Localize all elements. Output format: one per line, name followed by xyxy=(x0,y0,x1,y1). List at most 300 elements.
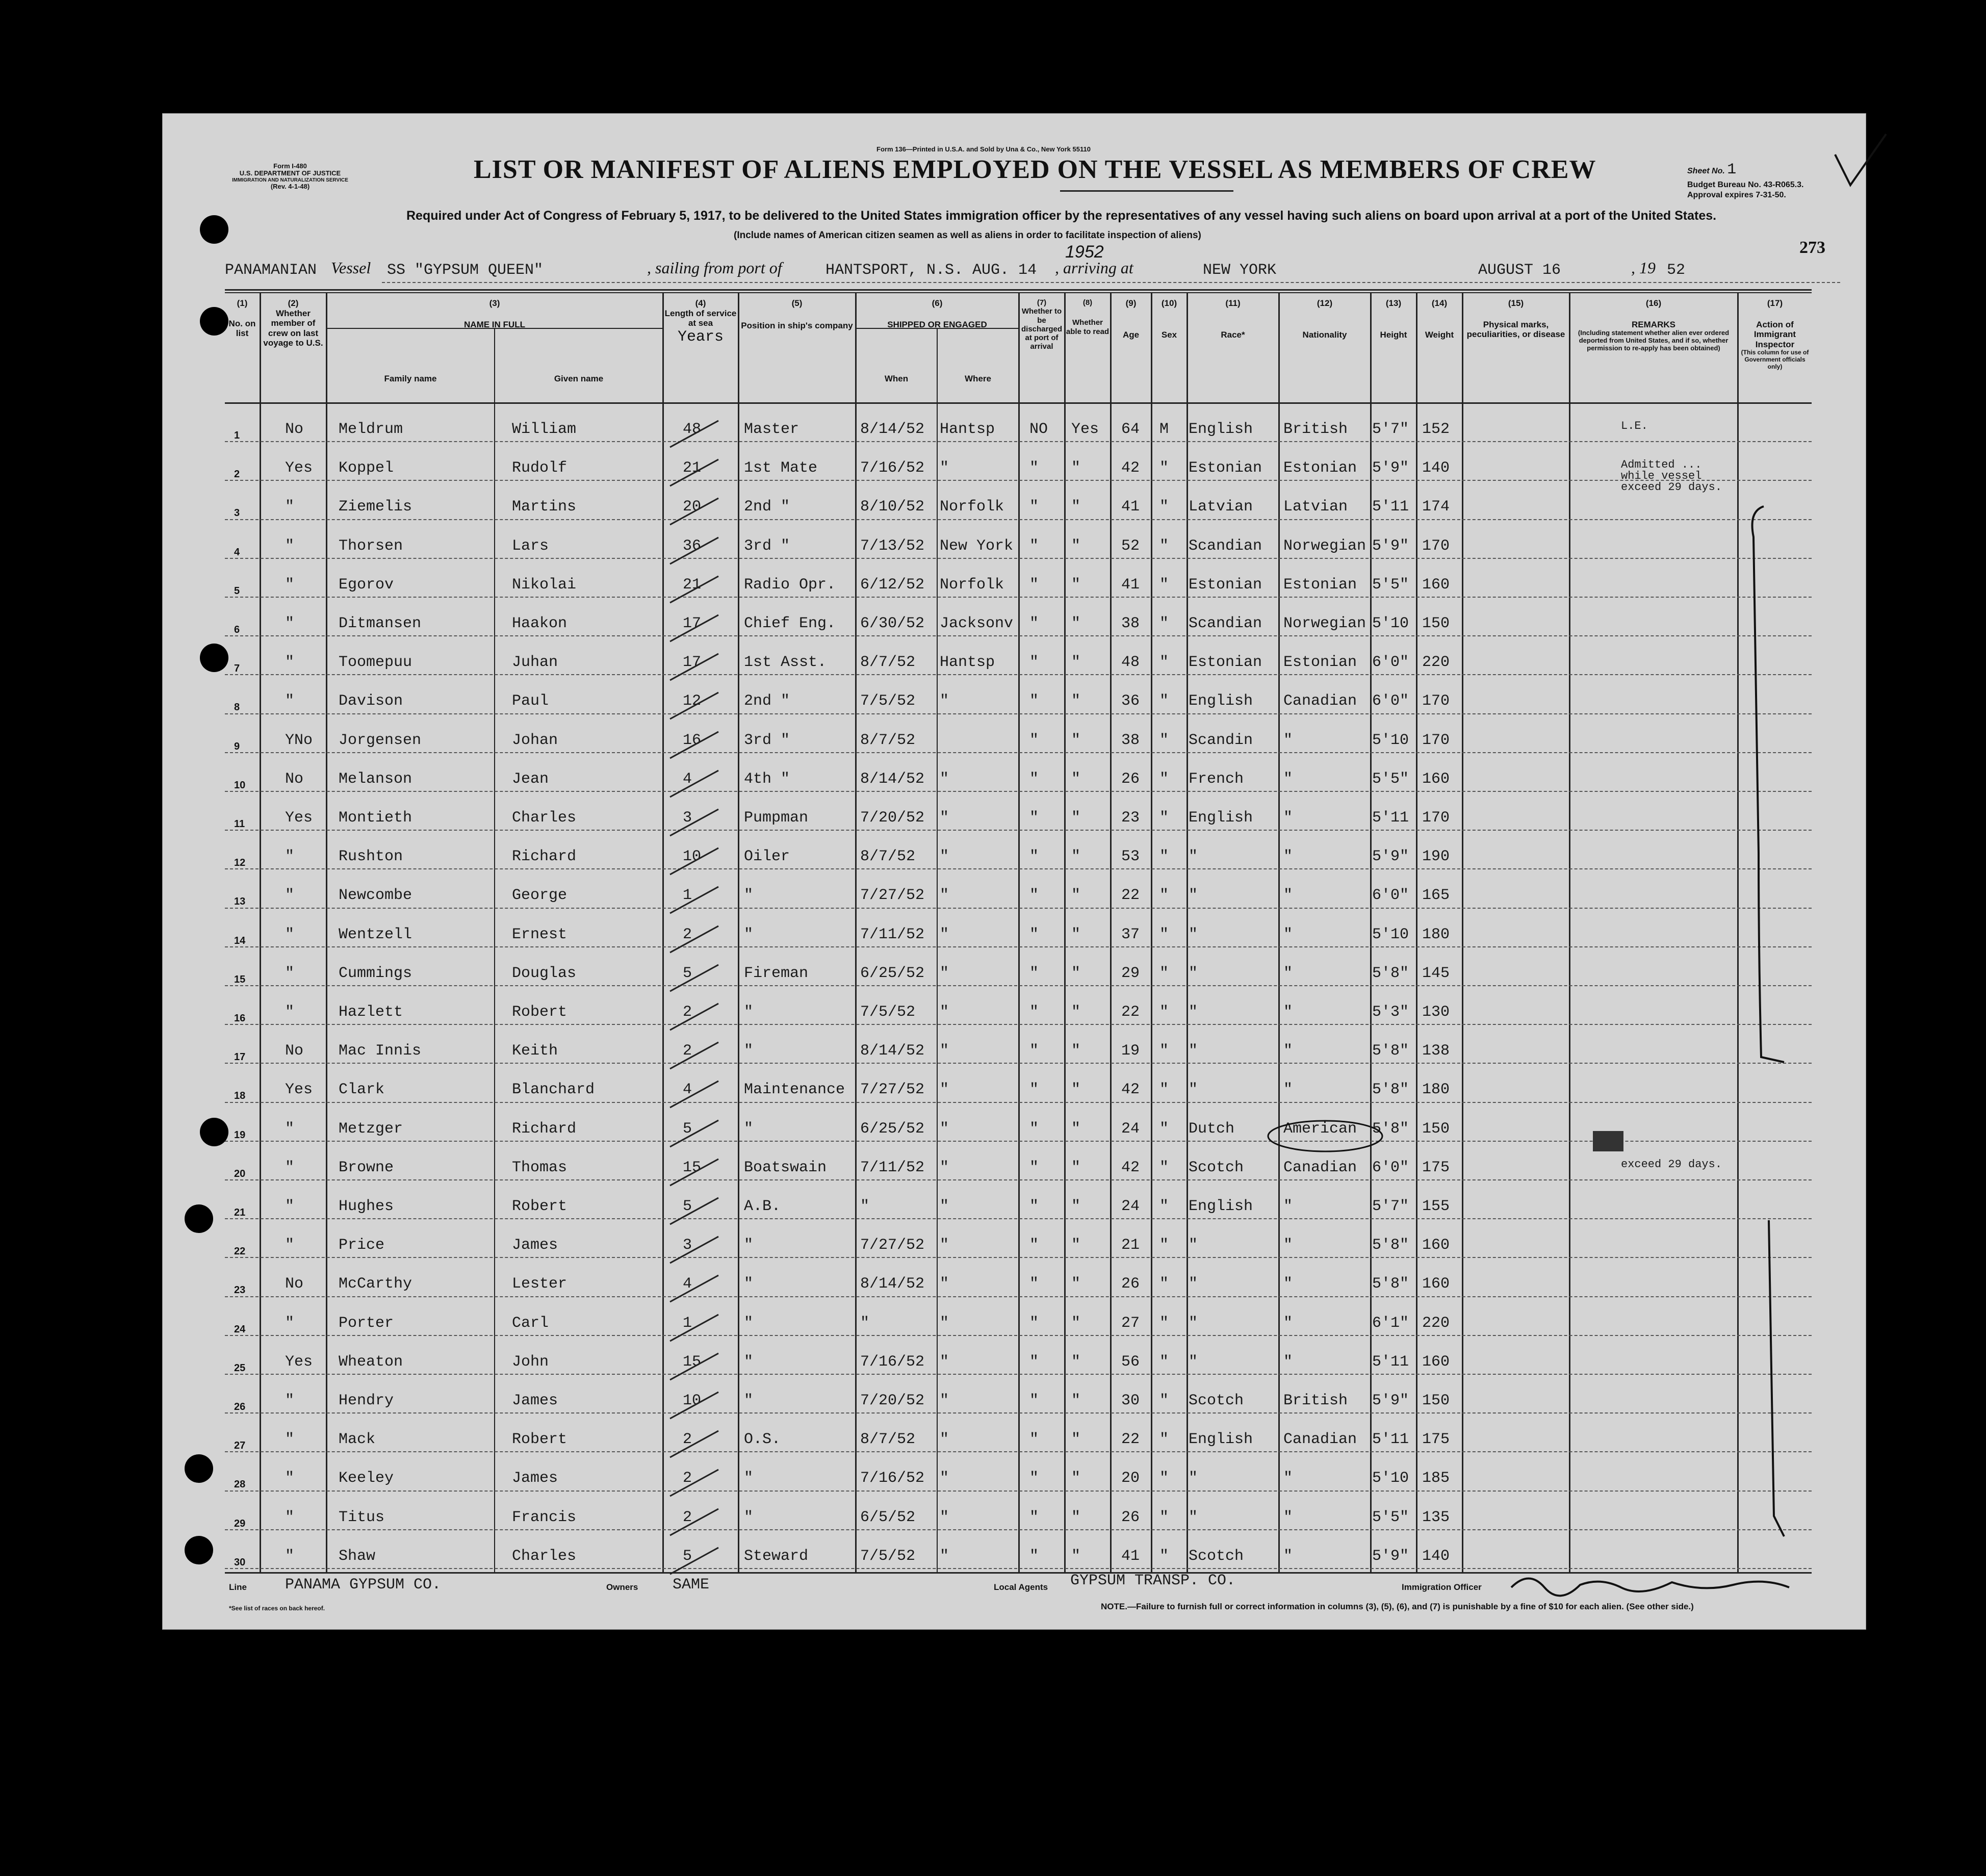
family-name-cell: Mac Innis xyxy=(339,1042,422,1060)
vessel-name: SS "GYPSUM QUEEN" xyxy=(387,262,544,279)
shipped-when-header: When xyxy=(884,374,909,383)
age-cell: 30 xyxy=(1121,1392,1140,1409)
service-years-cell: 2 xyxy=(683,1431,692,1449)
age-cell: 26 xyxy=(1121,770,1140,788)
able-to-read-cell: " xyxy=(1071,731,1081,749)
service-years-cell: 2 xyxy=(683,926,692,943)
sex-cell: " xyxy=(1159,576,1169,594)
given-name-cell: James xyxy=(512,1392,558,1409)
row-number: 12 xyxy=(234,857,246,869)
service-years-cell: 2 xyxy=(683,1508,692,1526)
height-cell: 5'5" xyxy=(1372,576,1409,594)
owners-value: SAME xyxy=(673,1576,710,1594)
col15-header: (15) Physical marks, peculiarities, or disease xyxy=(1466,298,1565,340)
row-number: 7 xyxy=(234,663,240,675)
family-name-cell: Hughes xyxy=(339,1198,394,1215)
able-to-read-cell: " xyxy=(1071,576,1081,594)
table-row xyxy=(163,1183,1812,1221)
race-cell: English xyxy=(1189,1198,1253,1215)
discharged-cell: " xyxy=(1029,1314,1039,1332)
sex-cell: " xyxy=(1159,1120,1169,1138)
family-name-cell: Clark xyxy=(339,1081,385,1099)
prev-voyage-cell: " xyxy=(285,1237,295,1254)
table-row xyxy=(163,1532,1812,1571)
shipped-when-cell: 8/7/52 xyxy=(860,848,916,866)
given-name-cell: Paul xyxy=(512,692,549,710)
prev-voyage-cell: " xyxy=(285,1470,295,1487)
height-cell: 5'7" xyxy=(1372,421,1409,438)
race-cell: English xyxy=(1189,692,1253,710)
line-value: PANAMA GYPSUM CO. xyxy=(285,1576,442,1594)
age-cell: 42 xyxy=(1121,459,1140,477)
given-name-cell: John xyxy=(512,1353,549,1371)
tally-stroke-mark xyxy=(667,1543,724,1578)
weight-cell: 135 xyxy=(1422,1508,1450,1526)
age-cell: 53 xyxy=(1121,848,1140,866)
action-bracket-mark-2 xyxy=(1743,1210,1804,1557)
shipped-when-cell: 6/25/52 xyxy=(860,964,925,982)
service-years-cell: 10 xyxy=(683,848,702,866)
shipped-where-cell: " xyxy=(940,964,949,982)
shipped-where-cell: Norfolk xyxy=(940,498,1004,516)
able-to-read-cell: " xyxy=(1071,1314,1081,1332)
service-years-cell: 10 xyxy=(683,1392,702,1409)
able-to-read-cell: " xyxy=(1071,1353,1081,1371)
age-cell: 23 xyxy=(1121,809,1140,827)
nationality-cell: " xyxy=(1283,926,1293,943)
discharged-cell: " xyxy=(1029,1547,1039,1565)
shipped-where-cell: " xyxy=(940,809,949,827)
weight-cell: 175 xyxy=(1422,1159,1450,1176)
nationality-cell: " xyxy=(1283,1508,1293,1526)
service-years-cell: 1 xyxy=(683,1314,692,1332)
height-cell: 5'11 xyxy=(1372,1353,1409,1371)
col14-header: (14) Weight xyxy=(1425,298,1454,340)
shipped-where-cell: New York xyxy=(940,537,1014,555)
row-number: 3 xyxy=(234,507,240,519)
family-name-cell: Wentzell xyxy=(339,926,412,943)
row-number: 4 xyxy=(234,546,240,558)
row-rule xyxy=(225,946,1812,947)
discharged-cell: " xyxy=(1029,1198,1039,1215)
table-row xyxy=(163,677,1812,716)
row-number: 24 xyxy=(234,1323,246,1335)
race-cell: Scotch xyxy=(1189,1547,1244,1565)
prev-voyage-cell: " xyxy=(285,692,295,710)
age-cell: 37 xyxy=(1121,926,1140,943)
weight-cell: 185 xyxy=(1422,1470,1450,1487)
weight-cell: 138 xyxy=(1422,1042,1450,1060)
able-to-read-cell: " xyxy=(1071,498,1081,516)
position-cell: O.S. xyxy=(744,1431,781,1449)
nationality-cell: " xyxy=(1283,1042,1293,1060)
given-name-cell: Martins xyxy=(512,498,577,516)
family-name-cell: Porter xyxy=(339,1314,394,1332)
nationality-cell: " xyxy=(1283,1353,1293,1371)
able-to-read-cell: " xyxy=(1071,1470,1081,1487)
discharged-cell: " xyxy=(1029,964,1039,982)
nationality-cell: Norwegian xyxy=(1283,537,1366,555)
position-cell: 4th " xyxy=(744,770,790,788)
shipped-when-cell: " xyxy=(860,1314,870,1332)
able-to-read-cell: " xyxy=(1071,1237,1081,1254)
prev-voyage-cell: " xyxy=(285,1198,295,1215)
sheet-label: Sheet No. xyxy=(1687,167,1725,175)
discharged-cell: " xyxy=(1029,1081,1039,1099)
family-name-cell: Shaw xyxy=(339,1547,376,1565)
nationality-cell: Estonian xyxy=(1283,576,1357,594)
row-number: 9 xyxy=(234,740,240,752)
age-cell: 22 xyxy=(1121,1431,1140,1449)
form-number: Form I-480 xyxy=(273,162,307,170)
able-to-read-cell: " xyxy=(1071,1081,1081,1099)
able-to-read-cell: " xyxy=(1071,1431,1081,1449)
race-cell: " xyxy=(1189,887,1198,905)
nationality-cell: " xyxy=(1283,1547,1293,1565)
table-row xyxy=(163,1144,1812,1183)
shipped-when-cell: 7/11/52 xyxy=(860,926,925,943)
height-cell: 5'10 xyxy=(1372,1470,1409,1487)
agents-label: Local Agents xyxy=(994,1582,1048,1592)
given-name-cell: Ernest xyxy=(512,926,568,943)
able-to-read-cell: " xyxy=(1071,848,1081,866)
position-cell: A.B. xyxy=(744,1198,781,1215)
race-cell: " xyxy=(1189,964,1198,982)
family-name-cell: Hendry xyxy=(339,1392,394,1409)
discharged-cell: " xyxy=(1029,887,1039,905)
race-cell: English xyxy=(1189,1431,1253,1449)
discharged-cell: " xyxy=(1029,1120,1039,1138)
shipped-where-cell: " xyxy=(940,1237,949,1254)
given-name-cell: Jean xyxy=(512,770,549,788)
given-name-cell: Blanchard xyxy=(512,1081,595,1099)
sex-cell: " xyxy=(1159,809,1169,827)
nationality-cell: " xyxy=(1283,1275,1293,1293)
height-cell: 5'8" xyxy=(1372,1081,1409,1099)
sex-cell: " xyxy=(1159,1431,1169,1449)
remarks-cell: exceed 29 days. xyxy=(1621,1158,1722,1171)
revision-date: (Rev. 4-1-48) xyxy=(270,182,310,190)
binder-hole xyxy=(185,1454,213,1483)
race-cell: Estonian xyxy=(1189,576,1262,594)
position-cell: 1st Asst. xyxy=(744,654,827,672)
binder-hole xyxy=(200,1118,228,1146)
sex-cell: " xyxy=(1159,1081,1169,1099)
nationality-cell: Canadian xyxy=(1283,692,1357,710)
weight-cell: 150 xyxy=(1422,1392,1450,1409)
shipped-when-cell: 8/10/52 xyxy=(860,498,925,516)
shipped-when-cell: 7/5/52 xyxy=(860,1004,916,1021)
position-cell: Steward xyxy=(744,1547,809,1565)
weight-cell: 160 xyxy=(1422,576,1450,594)
prev-voyage-cell: " xyxy=(285,1547,295,1565)
able-to-read-cell: " xyxy=(1071,1275,1081,1293)
shipped-where-cell: Norfolk xyxy=(940,576,1004,594)
row-number: 30 xyxy=(234,1556,246,1568)
arrival-date: AUGUST 16 xyxy=(1478,262,1561,279)
discharged-cell: " xyxy=(1029,1431,1039,1449)
height-cell: 6'1" xyxy=(1372,1314,1409,1332)
prev-voyage-cell: " xyxy=(285,1004,295,1021)
race-cell: Dutch xyxy=(1189,1120,1235,1138)
col8-header: (8) Whether able to read xyxy=(1066,298,1110,336)
table-row xyxy=(163,1221,1812,1260)
height-cell: 5'11 xyxy=(1372,809,1409,827)
shipped-when-cell: 7/16/52 xyxy=(860,1353,925,1371)
service-years-cell: 48 xyxy=(683,421,702,438)
family-name-cell: Egorov xyxy=(339,576,394,594)
given-name-cell: Charles xyxy=(512,1547,577,1565)
table-row xyxy=(163,1416,1812,1454)
nationality-cell: British xyxy=(1283,1392,1348,1409)
family-name-cell: Toomepuu xyxy=(339,654,412,672)
col7-header: (7) Whether to be discharged at port of arrival xyxy=(1021,298,1063,351)
row-rule xyxy=(225,1490,1812,1492)
shipped-when-cell: 6/12/52 xyxy=(860,576,925,594)
position-cell: 2nd " xyxy=(744,692,790,710)
shipped-when-cell: 8/7/52 xyxy=(860,1431,916,1449)
nationality-cell: " xyxy=(1283,1081,1293,1099)
shipped-where-cell: " xyxy=(940,848,949,866)
prev-voyage-cell: Yes xyxy=(285,459,313,477)
discharged-cell: " xyxy=(1029,1508,1039,1526)
row-rule xyxy=(225,1063,1812,1064)
vessel-flag: PANAMANIAN xyxy=(225,262,317,279)
sex-cell: " xyxy=(1159,964,1169,982)
weight-cell: 155 xyxy=(1422,1198,1450,1215)
discharged-cell: " xyxy=(1029,1353,1039,1371)
discharged-cell: " xyxy=(1029,731,1039,749)
manifest-sheet xyxy=(162,113,1866,1630)
row-number: 23 xyxy=(234,1284,246,1296)
row-number: 11 xyxy=(234,818,245,830)
shipped-when-cell: 7/16/52 xyxy=(860,459,925,477)
col10-header: (10) Sex xyxy=(1161,298,1177,340)
nationality-cell: Canadian xyxy=(1283,1431,1357,1449)
row-number: 25 xyxy=(234,1362,246,1374)
given-name-cell: William xyxy=(512,421,577,438)
nationality-cell: " xyxy=(1283,1470,1293,1487)
shipped-where-cell: " xyxy=(940,1120,949,1138)
table-row xyxy=(163,988,1812,1027)
row-number: 26 xyxy=(234,1401,246,1412)
shipped-when-cell: 7/5/52 xyxy=(860,1547,916,1565)
discharged-cell: " xyxy=(1029,809,1039,827)
prev-voyage-cell: No xyxy=(285,1275,304,1293)
discharged-cell: " xyxy=(1029,1275,1039,1293)
remarks-cell: Admitted ... while vessel exceed 29 days. xyxy=(1621,458,1722,494)
shipped-where-cell: " xyxy=(940,459,949,477)
nationality-cell: " xyxy=(1283,1314,1293,1332)
position-cell: " xyxy=(744,1237,754,1254)
height-cell: 6'0" xyxy=(1372,887,1409,905)
circle-mark xyxy=(1264,1116,1386,1157)
table-row xyxy=(163,1377,1812,1416)
prev-voyage-cell: " xyxy=(285,1508,295,1526)
given-name-cell: Richard xyxy=(512,848,577,866)
row-rule xyxy=(225,1102,1812,1103)
able-to-read-cell: " xyxy=(1071,1004,1081,1021)
position-cell: " xyxy=(744,1353,754,1371)
footer-note: NOTE.—Failure to furnish full or correct information in columns (3), (5), (6), and (7) is punishable by a fine of $10 for each alien. (See other side.) xyxy=(1101,1602,1694,1611)
height-cell: 5'9" xyxy=(1372,459,1409,477)
race-cell: English xyxy=(1189,421,1253,438)
nationality-cell: " xyxy=(1283,770,1293,788)
stamp-mark xyxy=(1590,1128,1631,1159)
shipped-where-cell: " xyxy=(940,1508,949,1526)
prev-voyage-cell: YNo xyxy=(285,731,313,749)
height-cell: 5'8" xyxy=(1372,1120,1409,1138)
shipped-where-cell: " xyxy=(940,770,949,788)
row-rule xyxy=(225,635,1812,636)
service-years-cell: 5 xyxy=(683,1198,692,1215)
remarks-cell: L.E. xyxy=(1621,420,1648,432)
position-cell: " xyxy=(744,1275,754,1293)
sex-cell: " xyxy=(1159,1237,1169,1254)
position-cell: " xyxy=(744,1042,754,1060)
service-years-cell: 2 xyxy=(683,1470,692,1487)
age-cell: 36 xyxy=(1121,692,1140,710)
prev-voyage-cell: No xyxy=(285,1042,304,1060)
col9-header: (9) Age xyxy=(1122,298,1140,340)
service-years-cell: 12 xyxy=(683,692,702,710)
vessel-line-rule xyxy=(382,282,1840,283)
nationality-cell: " xyxy=(1283,731,1293,749)
sex-cell: " xyxy=(1159,615,1169,632)
binder-hole xyxy=(200,307,228,336)
col1-header: (1) No. on list xyxy=(228,298,256,339)
able-to-read-cell: " xyxy=(1071,1120,1081,1138)
officer-label: Immigration Officer xyxy=(1402,1582,1482,1592)
row-number: 15 xyxy=(234,973,246,985)
family-name-cell: Keeley xyxy=(339,1470,394,1487)
row-rule xyxy=(225,985,1812,986)
age-cell: 52 xyxy=(1121,537,1140,555)
row-number: 29 xyxy=(234,1518,246,1529)
sex-cell: " xyxy=(1159,1314,1169,1332)
discharged-cell: " xyxy=(1029,576,1039,594)
height-cell: 6'0" xyxy=(1372,692,1409,710)
discharged-cell: " xyxy=(1029,1159,1039,1176)
sex-cell: " xyxy=(1159,1042,1169,1060)
sailing-port: HANTSPORT, N.S. AUG. 14 xyxy=(826,262,1037,279)
weight-cell: 150 xyxy=(1422,615,1450,632)
row-rule xyxy=(225,1374,1812,1375)
shipped-when-cell: 8/14/52 xyxy=(860,1042,925,1060)
row-rule xyxy=(225,1296,1812,1297)
nationality-cell: British xyxy=(1283,421,1348,438)
family-name-cell: Ziemelis xyxy=(339,498,412,516)
age-cell: 24 xyxy=(1121,1120,1140,1138)
shipped-when-cell: 8/14/52 xyxy=(860,1275,925,1293)
nationality-cell: " xyxy=(1283,887,1293,905)
row-rule xyxy=(225,480,1812,481)
table-row xyxy=(163,1454,1812,1493)
row-rule xyxy=(225,558,1812,559)
sex-cell: " xyxy=(1159,926,1169,943)
shipped-when-cell: 6/25/52 xyxy=(860,1120,925,1138)
weight-cell: 220 xyxy=(1422,1314,1450,1332)
page-subnote: (Include names of American citizen seamen as well as aliens in order to facilitate inspection of aliens) xyxy=(734,230,1201,241)
weight-cell: 170 xyxy=(1422,692,1450,710)
age-cell: 48 xyxy=(1121,654,1140,672)
race-cell: " xyxy=(1189,1508,1198,1526)
given-name-cell: Lester xyxy=(512,1275,568,1293)
row-number: 1 xyxy=(234,430,240,441)
family-name-cell: Thorsen xyxy=(339,537,403,555)
shipped-when-cell: 8/7/52 xyxy=(860,731,916,749)
weight-cell: 140 xyxy=(1422,1547,1450,1565)
prev-voyage-cell: " xyxy=(285,537,295,555)
age-cell: 22 xyxy=(1121,887,1140,905)
col6-header: (6) SHIPPED OR ENGAGED xyxy=(887,298,987,329)
shipped-where-cell: " xyxy=(940,1392,949,1409)
discharged-cell: " xyxy=(1029,770,1039,788)
row-rule xyxy=(225,1335,1812,1336)
binder-hole xyxy=(185,1536,213,1564)
position-cell: " xyxy=(744,887,754,905)
age-cell: 29 xyxy=(1121,964,1140,982)
shipped-when-cell: 7/5/52 xyxy=(860,692,916,710)
service-years-cell: 4 xyxy=(683,770,692,788)
given-name-header: Given name xyxy=(554,374,604,383)
prev-voyage-cell: " xyxy=(285,887,295,905)
weight-cell: 180 xyxy=(1422,1081,1450,1099)
sailing-label: , sailing from port of xyxy=(647,259,782,277)
age-cell: 42 xyxy=(1121,1081,1140,1099)
table-row xyxy=(163,833,1812,871)
sex-cell: " xyxy=(1159,1004,1169,1021)
family-name-cell: Price xyxy=(339,1237,385,1254)
given-name-cell: Francis xyxy=(512,1508,577,1526)
prev-voyage-cell: " xyxy=(285,848,295,866)
sex-cell: " xyxy=(1159,692,1169,710)
shipped-where-header: Where xyxy=(965,374,991,383)
able-to-read-cell: " xyxy=(1071,459,1081,477)
given-name-cell: George xyxy=(512,887,568,905)
race-cell: Scotch xyxy=(1189,1392,1244,1409)
shipped-where-cell: " xyxy=(940,1353,949,1371)
given-name-cell: Douglas xyxy=(512,964,577,982)
sex-cell: " xyxy=(1159,770,1169,788)
shipped-where-cell: " xyxy=(940,1198,949,1215)
height-cell: 6'0" xyxy=(1372,1159,1409,1176)
height-cell: 5'5" xyxy=(1372,770,1409,788)
table-row xyxy=(163,1338,1812,1377)
service-years-cell: 4 xyxy=(683,1081,692,1099)
shipped-when-cell: 8/14/52 xyxy=(860,421,925,438)
shipped-when-cell: 7/27/52 xyxy=(860,1081,925,1099)
row-number: 22 xyxy=(234,1246,246,1257)
service-years-cell: 21 xyxy=(683,459,702,477)
position-cell: Pumpman xyxy=(744,809,809,827)
shipped-when-cell: 7/20/52 xyxy=(860,1392,925,1409)
sex-cell: " xyxy=(1159,498,1169,516)
row-rule xyxy=(225,1179,1812,1180)
family-name-cell: Davison xyxy=(339,692,403,710)
given-name-cell: James xyxy=(512,1470,558,1487)
family-name-cell: McCarthy xyxy=(339,1275,412,1293)
able-to-read-cell: " xyxy=(1071,692,1081,710)
discharged-cell: " xyxy=(1029,848,1039,866)
family-name-cell: Wheaton xyxy=(339,1353,403,1371)
discharged-cell: " xyxy=(1029,1004,1039,1021)
race-cell: English xyxy=(1189,809,1253,827)
shipped-where-cell: " xyxy=(940,1081,949,1099)
given-name-cell: Haakon xyxy=(512,615,568,632)
row-rule xyxy=(225,752,1812,753)
sex-cell: " xyxy=(1159,1353,1169,1371)
